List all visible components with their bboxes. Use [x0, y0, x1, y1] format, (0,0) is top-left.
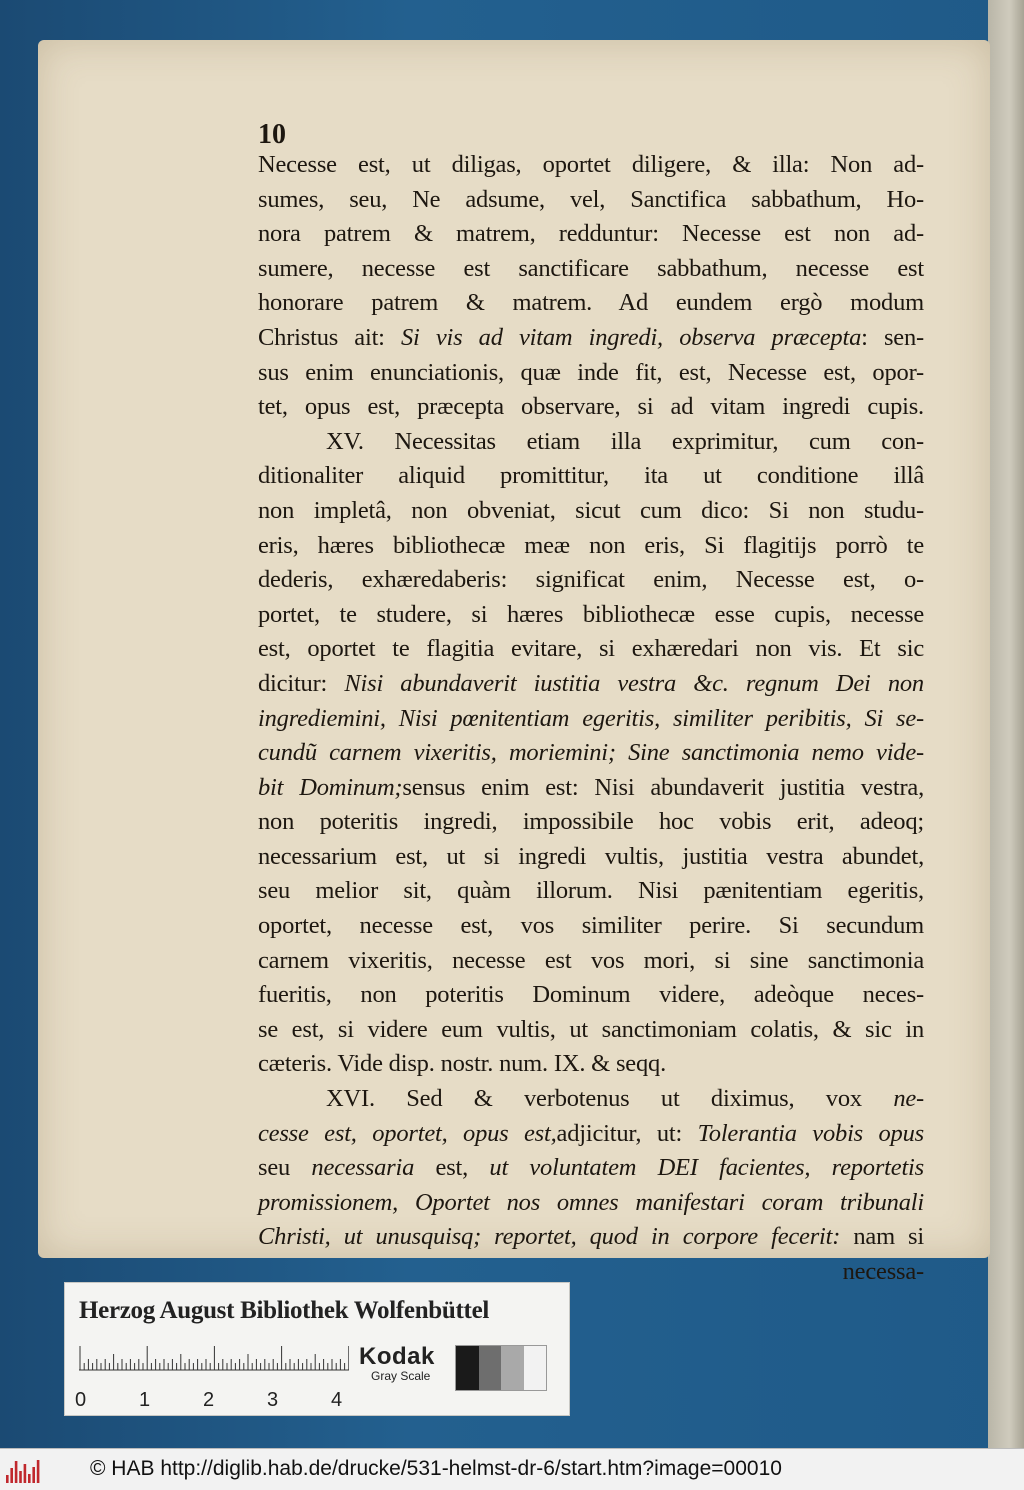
text-line: [258, 425, 924, 460]
text-line: [258, 529, 924, 564]
text-line: [258, 321, 924, 356]
text-line: [258, 805, 924, 840]
text-line: [258, 1186, 924, 1221]
text-line: [258, 944, 924, 979]
logo-bar: [32, 1467, 35, 1483]
logo-bar: [15, 1461, 18, 1483]
text-lines: [258, 148, 924, 1290]
roman-span: sus enim enunciationis, quæ inde fit, est, Necesse est, opor-: [258, 358, 924, 386]
roman-span: nora patrem & matrem, redduntur: Necesse est non ad-: [258, 220, 924, 248]
text-line: [258, 1082, 924, 1117]
italic-span: bit Dominum;: [258, 773, 403, 801]
roman-span: non impletâ, non obveniat, sicut cum dico: Si non studu-: [258, 496, 924, 524]
logo-bar: [10, 1468, 13, 1483]
text-line: [258, 183, 924, 218]
footer-bar: [0, 1448, 1024, 1490]
text-line: [258, 632, 924, 667]
roman-span: Necesse est, ut diligas, oportet diligere, & illa: Non ad-: [258, 151, 924, 178]
gray-scale-label: Gray Scale: [371, 1369, 431, 1383]
italic-span: ne-: [893, 1085, 924, 1113]
italic-span: necessaria: [311, 1154, 415, 1182]
text-line: [258, 563, 924, 598]
page-text: [258, 119, 925, 1290]
roman-span: se est, si videre eum vultis, ut sanctimoniam colatis, & sic in: [258, 1015, 924, 1043]
roman-span: est, oportet te flagitia evitare, si exhæredari non vis. Et sic: [258, 635, 924, 663]
roman-span: seu melior sit, quàm illorum. Nisi pænitentiam egeritis,: [258, 877, 924, 905]
ruler-number: 1: [139, 1389, 151, 1411]
roman-span: Christus ait:: [258, 323, 401, 351]
text-line: [258, 736, 924, 771]
italic-span: Christi, ut unusquisq; reportet, quod in corpore fecerit:: [258, 1223, 841, 1251]
text-line: [258, 459, 924, 494]
roman-span: cæteris. Vide disp. nostr. num. IX. & seqq.: [258, 1050, 666, 1078]
copyright-url[interactable]: © HAB http://diglib.hab.de/drucke/531-helmst-dr-6/start.htm?image=00010: [90, 1457, 782, 1480]
roman-span: seu: [258, 1154, 312, 1182]
italic-span: ut voluntatem DEI facientes, reportetis: [489, 1154, 925, 1182]
text-line: [258, 771, 924, 806]
logo-bar: [37, 1460, 40, 1483]
text-line: [258, 978, 924, 1013]
roman-span: nam si: [840, 1223, 924, 1251]
roman-span: adjicitur, ut:: [556, 1119, 698, 1147]
text-line: [258, 909, 924, 944]
gray-scale-patches: [455, 1345, 547, 1391]
text-line: [258, 874, 924, 909]
hab-logo-icon: [6, 1457, 42, 1483]
roman-span: dederis, exhæredaberis: significat enim, Necesse est, o-: [258, 566, 924, 594]
text-line: [258, 356, 924, 391]
italic-span: promissionem, Oportet nos omnes manifestari coram tribunali: [258, 1188, 924, 1216]
roman-span: necessarium est, ut si ingredi vultis, justitia vestra abundet,: [258, 842, 924, 870]
roman-span: non poteritis ingredi, impossibile hoc vobis erit, adeoq;: [258, 808, 924, 836]
ruler: [79, 1345, 349, 1371]
italic-span: Si vis ad vitam ingredi, observa præcepta: [400, 323, 862, 351]
italic-span: ingrediemini, Nisi pœnitentiam egeritis, similiter peribitis, Si se-: [258, 704, 924, 732]
text-line: [258, 494, 924, 529]
ruler-number: 3: [267, 1389, 279, 1411]
text-line: [258, 840, 924, 875]
gray-patch: [479, 1346, 502, 1390]
ruler-number: 2: [203, 1389, 215, 1411]
ruler-number: 0: [75, 1389, 87, 1411]
roman-span: dicitur:: [258, 669, 345, 697]
roman-span: eris, hæres bibliothecæ meæ non eris, Si flagitijs porrò te: [258, 531, 924, 559]
text-line: [258, 702, 924, 737]
text-line: [258, 667, 924, 702]
page-number: 10: [258, 119, 286, 150]
text-line: [258, 252, 924, 287]
text-line: [258, 1013, 924, 1048]
text-line: [258, 1117, 924, 1152]
roman-span: XVI. Sed & verbotenus ut diximus, vox: [326, 1085, 894, 1113]
roman-span: portet, te studere, si hæres bibliothecæ esse cupis, necesse: [258, 600, 924, 628]
roman-span: est,: [414, 1154, 490, 1182]
archive-label: [64, 1282, 570, 1416]
roman-span: honorare patrem & matrem. Ad eundem ergò modum: [258, 289, 924, 317]
italic-span: Tolerantia vobis opus: [697, 1119, 924, 1147]
roman-span: fueritis, non poteritis Dominum videre, adeòque neces-: [258, 981, 924, 1009]
logo-bar: [24, 1464, 27, 1483]
roman-span: sumere, necesse est sanctificare sabbathum, necesse est: [258, 254, 924, 282]
library-name: Herzog August Bibliothek Wolfenbüttel: [79, 1297, 490, 1324]
kodak-logo: [359, 1343, 435, 1383]
ruler-numbers: [75, 1389, 355, 1413]
roman-span: sensus enim est: Nisi abundaverit justitia vestra,: [402, 773, 925, 801]
text-line: [258, 148, 924, 183]
italic-span: Nisi abundaverit iustitia vestra &c. regnum Dei non: [344, 669, 924, 697]
roman-span: tet, opus est, præcepta observare, si ad vitam ingredi cupis.: [258, 393, 924, 421]
roman-span: ditionaliter aliquid promittitur, ita ut conditione illâ: [258, 462, 924, 490]
text-line: [258, 1047, 924, 1082]
roman-span: necessa-: [842, 1258, 924, 1285]
logo-bar: [6, 1475, 9, 1483]
text-line: [258, 390, 924, 425]
roman-span: sumes, seu, Ne adsume, vel, Sanctifica sabbathum, Ho-: [258, 185, 924, 213]
logo-bar: [28, 1474, 31, 1483]
ruler-number: 4: [331, 1389, 343, 1411]
roman-span: : sen-: [861, 323, 924, 351]
text-line: [258, 1151, 924, 1186]
italic-span: cesse est, oportet, opus est,: [258, 1119, 557, 1147]
text-line: [258, 598, 924, 633]
text-line: [258, 1220, 924, 1255]
kodak-word: Kodak: [359, 1343, 435, 1370]
roman-span: oportet, necesse est, vos similiter perire. Si secundum: [258, 912, 924, 940]
text-line: [258, 286, 924, 321]
gray-patch: [456, 1346, 479, 1390]
gray-patch: [501, 1346, 524, 1390]
logo-bar: [19, 1471, 22, 1483]
italic-span: cundũ carnem vixeritis, moriemini; Sine sanctimonia nemo vide-: [258, 739, 924, 767]
text-line: [258, 217, 924, 252]
gray-patch: [524, 1346, 547, 1390]
adjacent-page-edge: [988, 0, 1024, 1448]
roman-span: carnem vixeritis, necesse est vos mori, si sine sanctimonia: [258, 946, 924, 974]
roman-span: XV. Necessitas etiam illa exprimitur, cum con-: [326, 427, 924, 455]
